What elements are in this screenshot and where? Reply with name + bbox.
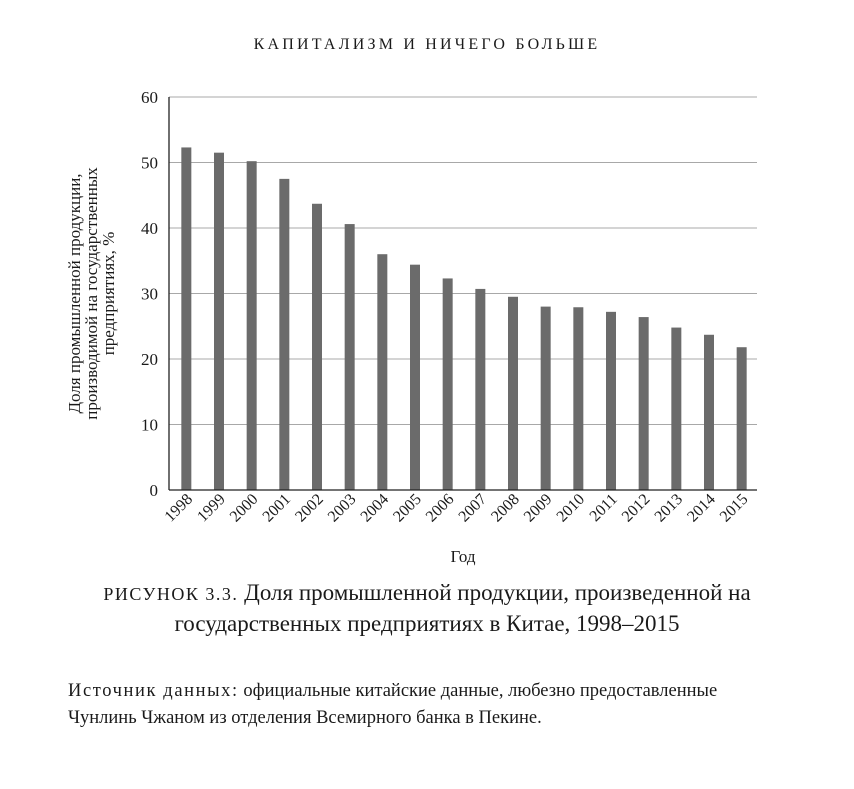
bar-2007 — [475, 289, 485, 490]
figure-caption — [60, 578, 794, 639]
x-tick-label: 2008 — [488, 490, 523, 526]
y-axis-label-line: Доля промышленной продукции, — [65, 173, 84, 414]
x-tick-label: 2010 — [553, 490, 589, 526]
bar-2000 — [247, 161, 257, 490]
y-tick-label: 20 — [141, 350, 158, 369]
bar-2008 — [508, 297, 518, 490]
bar-2015 — [737, 347, 747, 490]
x-tick-label: 2014 — [684, 490, 719, 526]
running-head: КАПИТАЛИЗМ И НИЧЕГО БОЛЬШЕ — [253, 36, 601, 53]
x-tick-label: 2005 — [390, 490, 425, 526]
x-tick-label: 2000 — [226, 490, 262, 526]
y-tick-label: 10 — [141, 415, 158, 435]
y-tick-labels — [141, 88, 158, 500]
x-tick-label: 2006 — [422, 490, 458, 526]
bar-2006 — [443, 278, 453, 490]
figure-label: РИСУНОК 3.3. — [103, 584, 239, 604]
x-tick-label: 2003 — [324, 490, 360, 526]
y-tick-label: 0 — [149, 481, 158, 500]
x-tick-label: 2013 — [651, 490, 687, 526]
source-label: Источник данных: — [68, 681, 239, 701]
x-tick-label: 1998 — [161, 490, 197, 526]
source-text: официальные китайские данные, любезно предоставленные Чунлинь Чжаном из отделения Всемирного банка в Пекине. — [68, 681, 718, 728]
y-tick-label: 60 — [141, 88, 158, 107]
x-tick-label: 2012 — [618, 490, 654, 526]
y-tick-label: 40 — [141, 219, 158, 238]
x-axis-label: Год — [450, 547, 476, 566]
bar-2013 — [671, 328, 681, 490]
y-tick-label: 30 — [141, 284, 158, 304]
bar-2005 — [410, 265, 420, 490]
bar-1999 — [214, 153, 224, 490]
bar-1998 — [181, 147, 191, 490]
bar-2009 — [541, 307, 551, 490]
bar-2014 — [704, 335, 714, 490]
bar-2003 — [345, 224, 355, 490]
source-note — [68, 678, 788, 732]
bar-2012 — [639, 317, 649, 490]
bar-2011 — [606, 312, 616, 490]
x-tick-label: 2015 — [716, 490, 752, 526]
bar-2002 — [312, 204, 322, 490]
x-tick-label: 2002 — [292, 490, 327, 526]
y-tick-label: 50 — [141, 153, 158, 173]
x-tick-label: 2001 — [259, 490, 295, 526]
y-axis-label-line: производимой на государственных — [82, 167, 101, 420]
grid-lines — [169, 97, 757, 425]
y-axis-label — [65, 167, 118, 420]
bar-2001 — [279, 179, 289, 490]
x-tick-label: 2004 — [357, 490, 393, 526]
x-tick-label: 1999 — [194, 490, 229, 526]
x-tick-label: 2007 — [455, 490, 491, 526]
x-tick-labels — [162, 491, 752, 526]
x-tick-label: 2011 — [586, 490, 621, 526]
bar-2010 — [573, 307, 583, 490]
figure-caption-text: Доля промышленной продукции, произведенной на государственных предприятиях в Китае, 1998–2015 — [174, 580, 751, 636]
x-tick-label: 2009 — [520, 490, 556, 526]
bar-2004 — [377, 254, 387, 490]
bars — [181, 147, 746, 490]
y-axis-label-line: предприятиях, % — [99, 231, 118, 356]
